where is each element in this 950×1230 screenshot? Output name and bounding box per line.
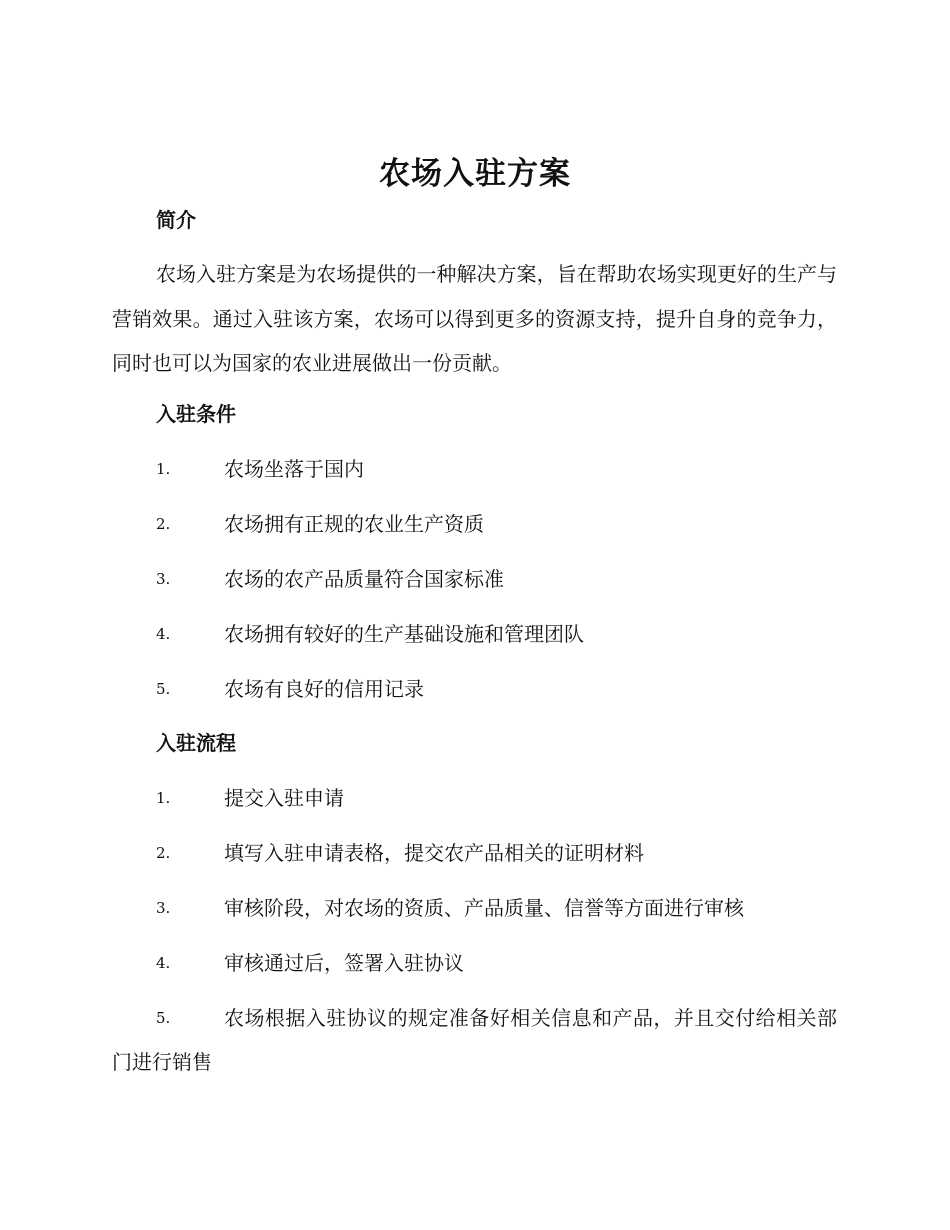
list-number: 4. bbox=[156, 625, 171, 643]
condition-item bbox=[112, 502, 837, 546]
list-number: 1. bbox=[156, 460, 171, 478]
condition-item bbox=[112, 612, 837, 656]
list-number: 1. bbox=[156, 789, 171, 807]
process-item bbox=[112, 996, 837, 1084]
section-heading-process: 入驻流程 bbox=[156, 731, 236, 755]
list-item-text: 审核阶段，对农场的资质、产品质量、信誉等方面进行审核 bbox=[224, 896, 744, 920]
document-title: 农场入驻方案 bbox=[379, 156, 571, 192]
process-item bbox=[112, 886, 837, 930]
list-number: 3. bbox=[156, 899, 171, 917]
process-item bbox=[112, 831, 837, 875]
list-item-text: 农场的农产品质量符合国家标准 bbox=[224, 567, 504, 591]
list-item-text: 填写入驻申请表格，提交农产品相关的证明材料 bbox=[224, 841, 644, 865]
condition-item bbox=[112, 447, 837, 491]
list-number: 2. bbox=[156, 844, 171, 862]
process-item bbox=[112, 776, 837, 820]
list-item-text: 农场拥有较好的生产基础设施和管理团队 bbox=[224, 622, 584, 646]
section-heading-conditions: 入驻条件 bbox=[156, 402, 236, 426]
list-item-text: 提交入驻申请 bbox=[224, 786, 344, 810]
condition-item bbox=[112, 667, 837, 711]
list-item-text: 农场坐落于国内 bbox=[224, 457, 364, 481]
list-number: 5. bbox=[156, 1009, 171, 1027]
condition-item bbox=[112, 557, 837, 601]
list-item-text: 农场有良好的信用记录 bbox=[224, 677, 424, 701]
intro-paragraph: 农场入驻方案是为农场提供的一种解决方案，旨在帮助农场实现更好的生产与营销效果。通过入驻该方案，农场可以得到更多的资源支持，提升自身的竞争力，同时也可以为国家的农业进展做出一份贡献。 bbox=[112, 262, 837, 375]
list-item-text: 农场拥有正规的农业生产资质 bbox=[224, 512, 484, 536]
list-number: 2. bbox=[156, 515, 171, 533]
list-number: 4. bbox=[156, 954, 171, 972]
list-number: 5. bbox=[156, 680, 171, 698]
list-item-text: 农场根据入驻协议的规定准备好相关信息和产品，并且交付给相关部门进行销售 bbox=[112, 1006, 837, 1074]
list-item-text: 审核通过后，签署入驻协议 bbox=[224, 951, 464, 975]
process-item bbox=[112, 941, 837, 985]
section-heading-intro: 简介 bbox=[156, 208, 196, 232]
list-number: 3. bbox=[156, 570, 171, 588]
